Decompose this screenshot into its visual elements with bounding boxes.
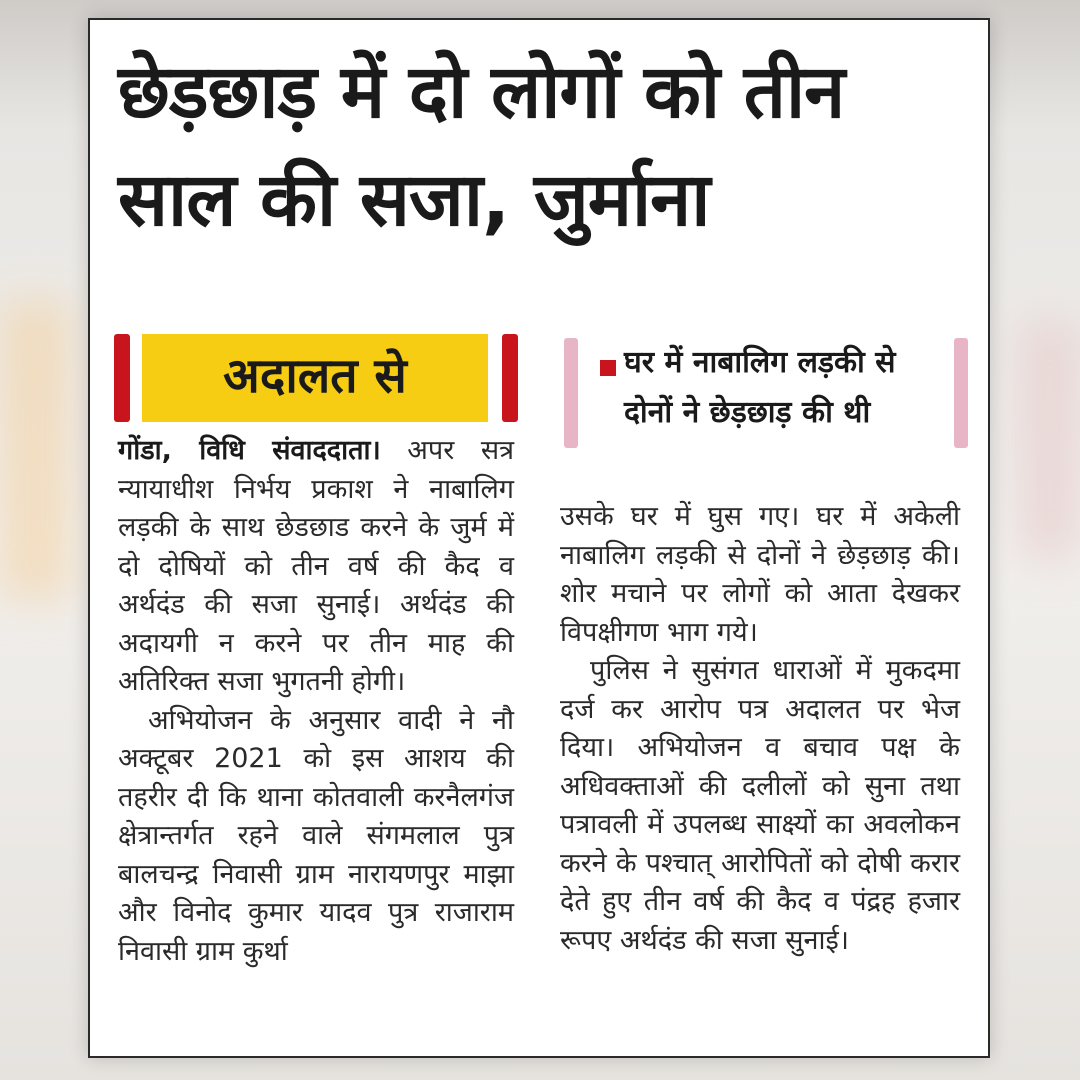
newspaper-clipping: [88, 18, 990, 1058]
paragraph-text: अपर सत्र न्यायाधीश निर्भय प्रकाश ने नाबालिग लड़की के साथ छेडछाड करने के जुर्म में दो दोषियों को तीन वर्ष की कैद व अर्थदंड की सजा सुनाई। अर्थदंड की अदायगी न करने पर तीन माह की अतिरिक्त सजा भुगतनी होगी।: [118, 435, 514, 697]
kicker-bar-right: [502, 334, 518, 422]
highlight-text: घर में नाबालिग लड़की से दोनों ने छेड़छाड़ की थी: [624, 345, 896, 430]
kicker-bar-left: [114, 334, 130, 422]
highlight-bar-left: [564, 338, 578, 448]
paragraph: पुलिस ने सुसंगत धाराओं में मुकदमा दर्ज कर आरोप पत्र अदालत पर भेज दिया। अभियोजन व बचाव पक्ष के अधिवक्ताओं की दलीलों को सुना तथा पत्रावली में उपलब्ध साक्ष्यों का अवलोकन करने के पश्चात् आरोपितों को दोषी करार देते हुए तीन वर्ष की कैद व पंद्रह हजार रूपए अर्थदंड की सजा सुनाई।: [560, 655, 960, 956]
article-column-right: [560, 498, 960, 960]
section-kicker-label: अदालत से: [142, 334, 488, 422]
background-blur-left: [0, 300, 70, 600]
highlight-bar-right: [954, 338, 968, 448]
paragraph: अभियोजन के अनुसार वादी ने नौ अक्टूबर 2021 को इस आशय की तहरीर दी कि थाना कोतवाली करनैलगंज क्षेत्रान्तर्गत रहने वाले संगमलाल पुत्र बालचन्द्र निवासी ग्राम नारायणपुर माझा और विनोद कुमार यादव पुत्र राजाराम निवासी ग्राम कुर्था: [118, 704, 514, 967]
background-blur-right: [1020, 320, 1080, 560]
dateline: गोंडा, विधि संवाददाता।: [118, 435, 381, 466]
bullet-square-icon: [600, 360, 616, 376]
headline: छेड़छाड़ में दो लोगों को तीन साल की सजा, जुर्माना: [118, 49, 845, 243]
highlight-kicker: [564, 338, 968, 448]
paragraph: उसके घर में घुस गए। घर में अकेली नाबालिग लड़की से दोनों ने छेड़छाड़ की। शोर मचाने पर लोगों को आता देखकर विपक्षीगण भाग गये।: [560, 501, 960, 648]
article-column-left: [118, 432, 514, 971]
paragraph: [118, 432, 514, 702]
section-kicker: [114, 334, 518, 422]
